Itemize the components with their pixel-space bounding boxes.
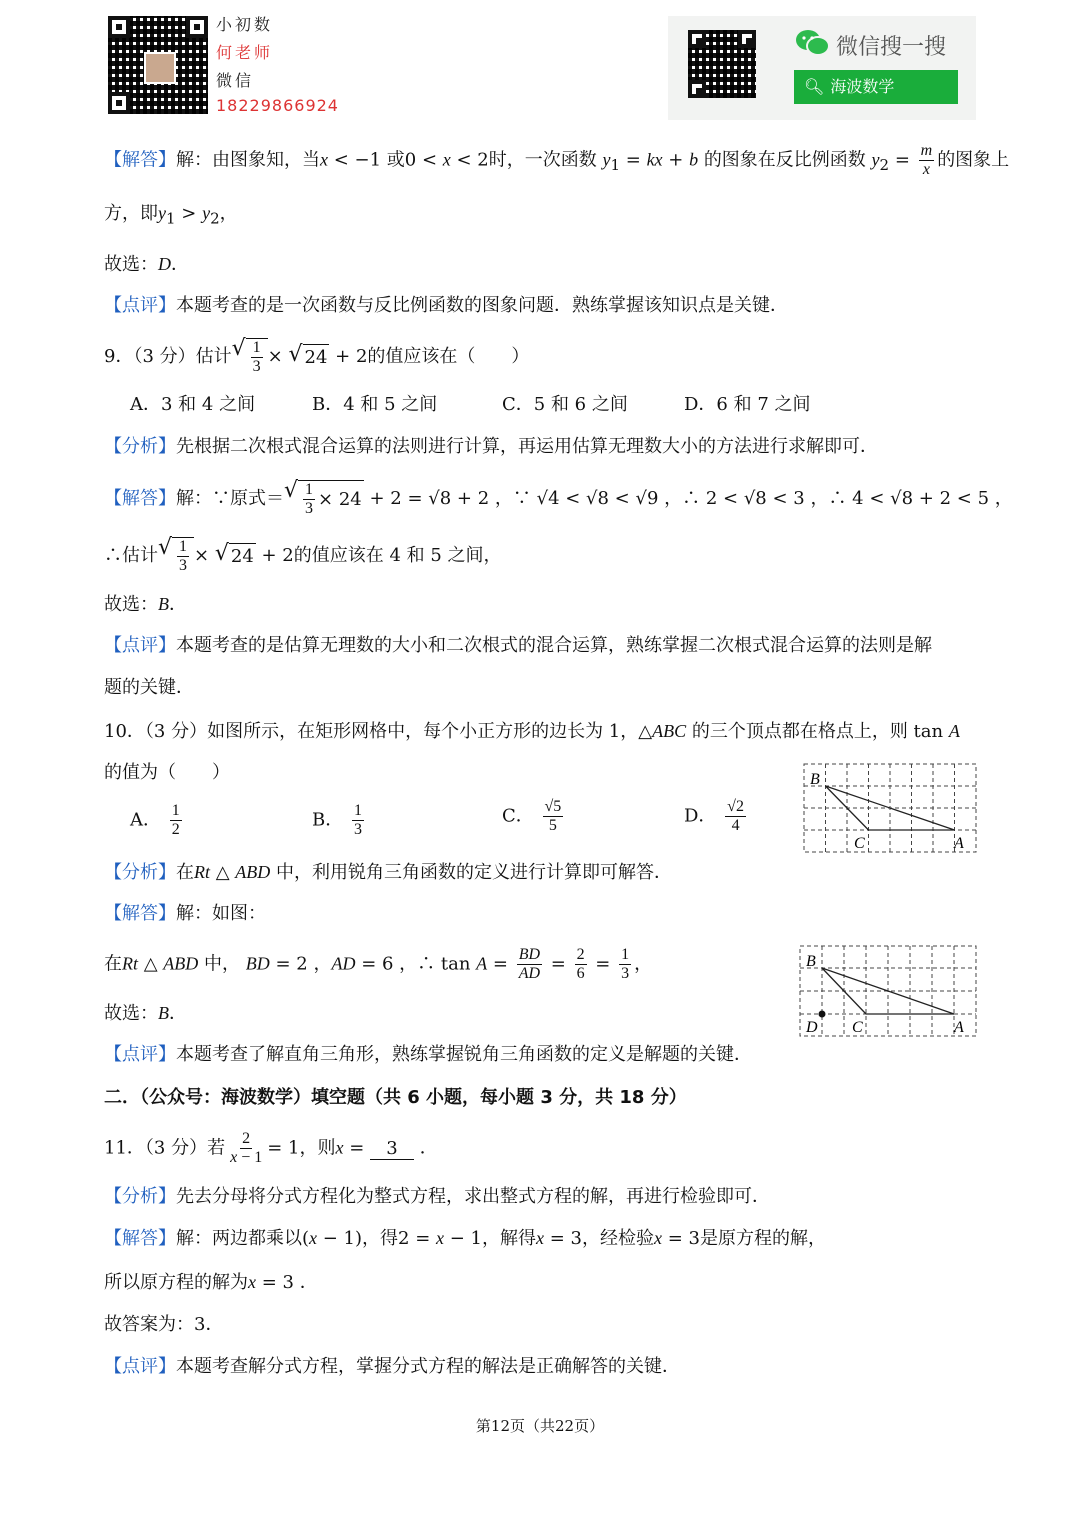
q11-analysis <box>104 1184 770 1210</box>
handwritten-title: 小初数 <box>216 15 274 34</box>
label-A: A <box>954 835 964 852</box>
label-C: C <box>852 1019 863 1036</box>
text: 本题考查的是估算无理数的大小和二次根式的混合运算，熟练掌握二次根式混合运算的法则是解 <box>176 635 932 656</box>
analysis-tag: 【分析】 <box>104 862 176 883</box>
q10-comment <box>104 1042 752 1068</box>
comment-tag: 【点评】 <box>104 295 176 316</box>
q9-comment-2: 题的关键． <box>104 677 194 698</box>
text: 故选： <box>104 1003 158 1024</box>
text: 或 <box>386 149 405 171</box>
q8-choice: 故选：D． <box>104 254 189 275</box>
text: 解：∵原式＝ <box>176 488 284 509</box>
q8-answer-line1: 【解答】解：由图象知，当x < −1 或0 < x < 2时，一次函数 $y_1$ = kx + b 的图象在反比例函数 $y_2$ = $\frac{m}{x}$ 的图象上 <box>104 142 1010 178</box>
q10-stem-2: 的值为（ ） <box>104 762 230 783</box>
comment-tag: 【点评】 <box>104 1356 176 1377</box>
label-A: A <box>954 1019 964 1036</box>
q10-option-d: D． $\frac{√2}{4}$ <box>684 798 744 834</box>
handwritten-phone: 18229866924 <box>216 96 339 115</box>
label-D: D <box>806 1019 818 1036</box>
section-heading: 二．（公众号：海波数学）填空题（共 6 小题，每小题 3 分，共 18 分） <box>104 1087 687 1108</box>
q9-choice: 故选：B． <box>104 594 187 615</box>
answer-tag: 【解答】 <box>104 903 176 924</box>
q11-answer: 【解答】解：两边都乘以(x − 1)，得2 = x − 1，解得x = 3，经检验x = 3是原方程的解， <box>104 1228 826 1249</box>
q10-work: 在Rt △ ABD 中， BD = 2 ，AD = 6 ，∴ tan A = $\frac{BD}{AD}$ = $\frac{2}{6}$ = $\frac{1}{3}$ ， <box>104 946 653 982</box>
q10-analysis: 【分析】在Rt △ ABD 中，利用锐角三角函数的定义进行计算即可解答． <box>104 862 673 883</box>
q10-option-b: B． $\frac{1}{3}$ <box>312 802 362 838</box>
text: 中， <box>204 953 241 975</box>
q9-option-b: B．4 和 5 之间 <box>312 394 438 415</box>
q9-comment <box>104 633 932 659</box>
handwritten-wechat: 微信 <box>216 71 255 90</box>
choice-value: B <box>158 1003 169 1023</box>
search-button[interactable] <box>794 70 958 104</box>
q9-option-c: C．5 和 6 之间 <box>502 394 628 415</box>
text: 10．（3 分）如图所示，在矩形网格中，每个小正方形的边长为 1，△ <box>104 721 653 742</box>
answer-tag: 【解答】 <box>104 488 176 509</box>
text: 中，利用锐角三角函数的定义进行计算即可解答． <box>276 862 673 883</box>
fraction: $\frac{m}{x}$ <box>920 142 933 178</box>
search-icon: 🔍︎ <box>804 77 825 96</box>
text: 的图象在反比例函数 <box>703 149 866 171</box>
q10-answer <box>104 901 266 927</box>
text: 的值应该在 4 和 5 之间， <box>293 545 502 566</box>
text: 时，一次函数 <box>488 149 597 171</box>
label-B: B <box>810 771 820 788</box>
q11-final: 故答案为：3． <box>104 1314 224 1335</box>
sqrt: √ $\frac{1}{3}$ <box>232 338 268 376</box>
q10-solution-figure <box>798 944 978 1038</box>
choice-value: D <box>158 254 171 274</box>
q11-solution: 所以原方程的解为x = 3 ． <box>104 1272 318 1293</box>
handwritten-teacher: 何老师 <box>216 43 274 62</box>
text: 先根据二次根式混合运算的法则进行计算，再运用估算无理数大小的方法进行求解即可． <box>176 436 878 457</box>
q10-option-a: A． $\frac{1}{2}$ <box>130 802 180 838</box>
text: 故选： <box>104 594 158 615</box>
q9-conclusion: ∴估计 √ $\frac{1}{3}$ × √ 24 + 2的值应该在 4 和 5 之间， <box>104 535 502 574</box>
q11-comment <box>104 1354 680 1380</box>
text: ，经检验 <box>581 1228 654 1249</box>
q10-grid-figure <box>802 762 978 854</box>
q9-option-d: D．6 和 7 之间 <box>684 394 811 415</box>
q10-option-c: C． $\frac{√5}{5}$ <box>502 798 562 834</box>
text: ，则 <box>299 1137 336 1159</box>
text: 故选： <box>104 254 158 275</box>
q10-stem: 10．（3 分）如图所示，在矩形网格中，每个小正方形的边长为 1，△ABC 的三个顶点都在格点上，则 tan A <box>104 721 960 742</box>
choice-value: B <box>158 594 169 614</box>
text: 所以原方程的解为 <box>104 1272 248 1293</box>
answer-tag: 【解答】 <box>104 149 176 171</box>
text: ，得 <box>362 1228 399 1249</box>
text: 本题考查解分式方程，掌握分式方程的解法是正确解答的关键． <box>176 1356 680 1377</box>
label-B: B <box>806 953 816 970</box>
text: ∴估计 <box>104 545 158 566</box>
text: 11．（3 分）若 <box>104 1137 226 1159</box>
text: 解：由图象知，当 <box>176 149 320 171</box>
sqrt: √ 24 <box>288 344 329 371</box>
q10-choice: 故选：B． <box>104 1003 187 1024</box>
q9-analysis <box>104 434 878 460</box>
q9-option-a: A．3 和 4 之间 <box>130 394 256 415</box>
text: 的三个顶点都在格点上，则 tan <box>691 721 944 742</box>
qr-code-left <box>108 16 208 114</box>
text: ，解得 <box>482 1228 536 1249</box>
q8-answer-line2: 方，即$y_1 > y_2$， <box>104 203 238 228</box>
comment-tag: 【点评】 <box>104 1044 176 1065</box>
q9-answer: 【解答】解：∵原式＝ √ $\frac{1}{3}$ × 24 + 2 = √8 + 2 ，∵ √4 < √8 < √9 ，∴ 2 < √8 < 3 ，∴ 4 < √8 + 2 < 5 ， <box>104 478 1013 517</box>
page-number: 第12页（共22页） <box>475 1417 605 1435</box>
answer-blank: 3 <box>370 1139 414 1160</box>
analysis-tag: 【分析】 <box>104 1186 176 1207</box>
q8-comment <box>104 293 788 319</box>
text: 9．（3 分）估计 <box>104 346 232 367</box>
text: 是原方程的解， <box>699 1228 826 1249</box>
analysis-tag: 【分析】 <box>104 436 176 457</box>
answer-tag: 【解答】 <box>104 1228 176 1249</box>
text: 先去分母将分式方程化为整式方程，求出整式方程的解，再进行检验即可． <box>176 1186 770 1207</box>
text: 的值应该在（ ） <box>367 346 530 367</box>
wechat-icon <box>794 28 830 62</box>
text: 解：两边都乘以 <box>176 1228 302 1249</box>
text: 本题考查了解直角三角形，熟练掌握锐角三角函数的定义是解题的关键． <box>176 1044 752 1065</box>
q11-stem: 11．（3 分）若 $\frac{2}{x - 1}$ = 1，则x = 3 ． <box>104 1130 438 1166</box>
text: 方，即 <box>104 203 158 224</box>
qr-code-right <box>688 30 756 98</box>
label-C: C <box>854 835 865 852</box>
search-button-label: 海波数学 <box>830 77 895 96</box>
text: 解：如图： <box>176 903 266 924</box>
text: 在 <box>176 862 194 883</box>
q9-stem: 9．（3 分）估计 √ $\frac{1}{3}$ × √ 24 + 2的值应该在（ ） <box>104 336 530 375</box>
wechat-search-label: 微信搜一搜 <box>836 35 947 60</box>
comment-tag: 【点评】 <box>104 635 176 656</box>
avatar <box>144 52 176 84</box>
text: 在 <box>104 953 122 975</box>
text: 的图象上 <box>937 149 1010 171</box>
text: 本题考查的是一次函数与反比例函数的图象问题．熟练掌握该知识点是关键． <box>176 295 788 316</box>
